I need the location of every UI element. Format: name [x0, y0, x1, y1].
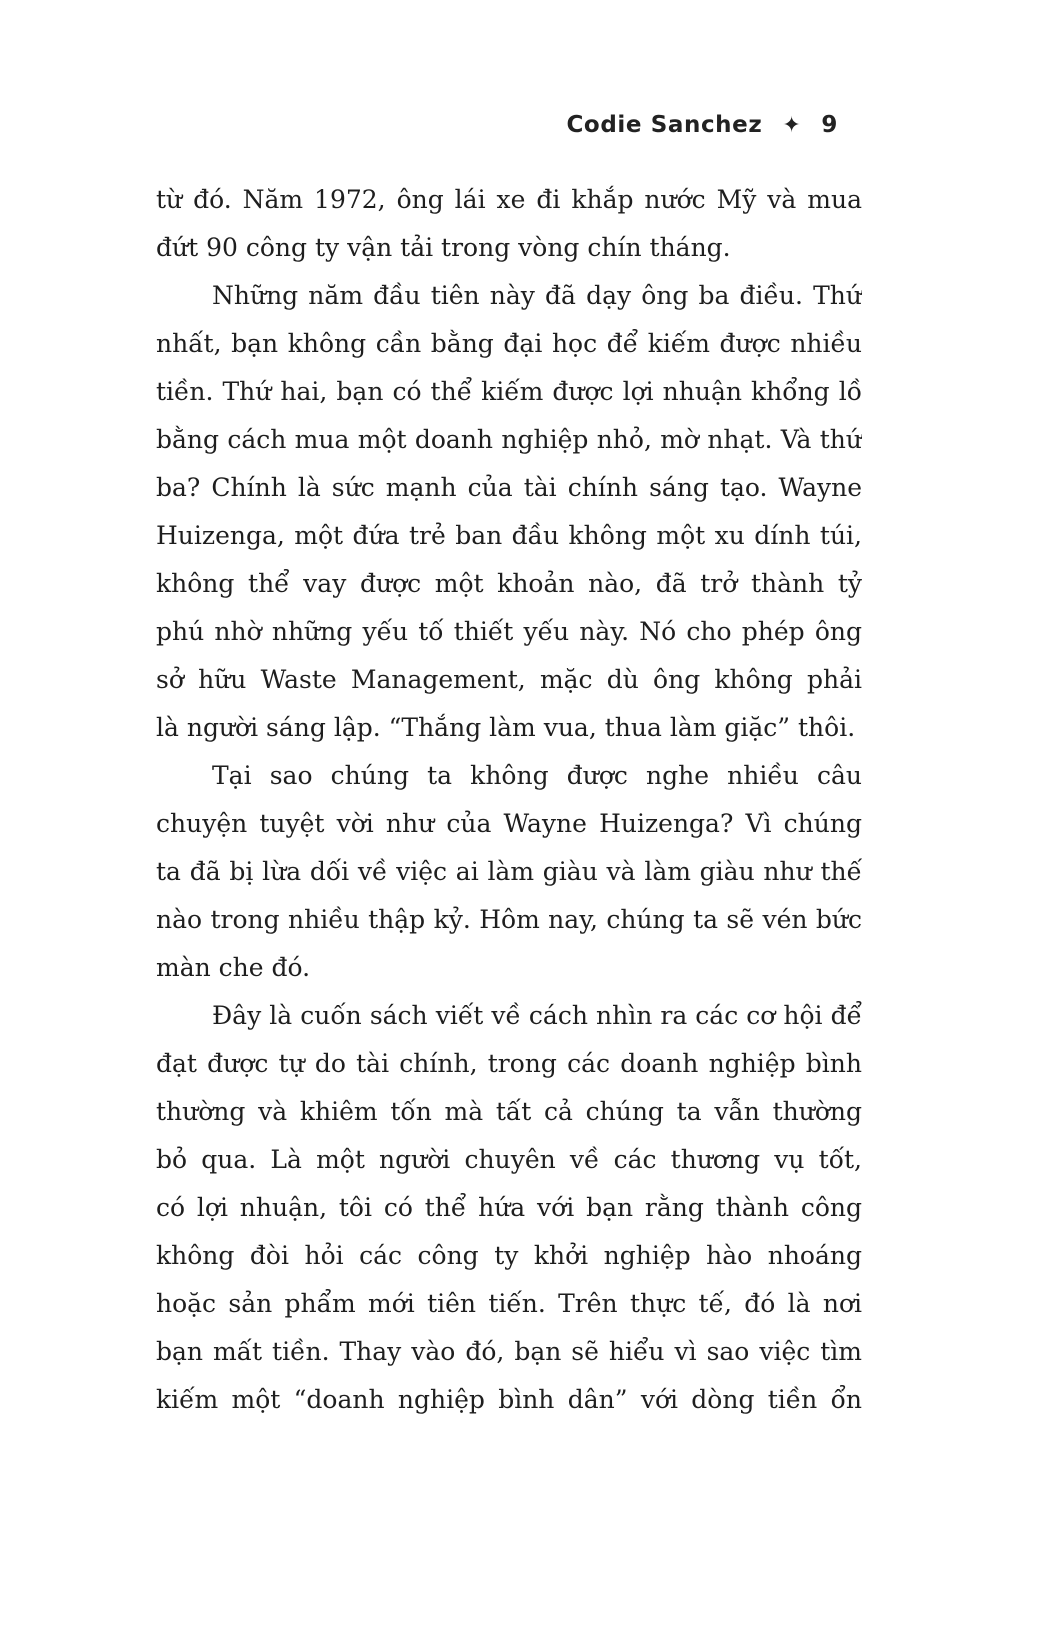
text-line: Huizenga, một đứa trẻ ban đầu không một xu dính túi,: [156, 521, 862, 550]
text-line: có lợi nhuận, tôi có thể hứa với bạn rằng thành công: [156, 1193, 862, 1222]
paragraph: [156, 992, 862, 1424]
text-line: bỏ qua. Là một người chuyên về các thương vụ tốt,: [156, 1145, 862, 1174]
text-line: Tại sao chúng ta không được nghe nhiều câu: [212, 761, 862, 790]
text-line: ba? Chính là sức mạnh của tài chính sáng tạo. Wayne: [156, 473, 862, 502]
text-line: không đòi hỏi các công ty khởi nghiệp hào nhoáng: [156, 1241, 862, 1270]
text-line: thường và khiêm tốn mà tất cả chúng ta vẫn thường: [156, 1097, 862, 1126]
text-line: nhất, bạn không cần bằng đại học để kiếm được nhiều: [156, 329, 862, 358]
body-text: [156, 176, 862, 1424]
text-line: bằng cách mua một doanh nghiệp nhỏ, mờ nhạt. Và thứ: [156, 425, 862, 454]
paragraph: [156, 752, 862, 992]
paragraph: [156, 176, 862, 272]
text-line: Những năm đầu tiên này đã dạy ông ba điều. Thứ: [212, 281, 862, 310]
text-line: sở hữu Waste Management, mặc dù ông không phải: [156, 665, 862, 694]
author-name: Codie Sanchez: [566, 112, 763, 138]
text-line: tiền. Thứ hai, bạn có thể kiếm được lợi nhuận khổng lồ: [156, 377, 862, 406]
text-line: đạt được tự do tài chính, trong các doanh nghiệp bình: [156, 1049, 862, 1078]
text-line: phú nhờ những yếu tố thiết yếu này. Nó cho phép ông: [156, 617, 862, 646]
text-line: đứt 90 công ty vận tải trong vòng chín tháng.: [156, 233, 731, 262]
page-number: 9: [821, 112, 838, 138]
separator-star-icon: ✦: [782, 112, 802, 138]
text-line: không thể vay được một khoản nào, đã trở thành tỷ: [156, 569, 862, 598]
text-line: ta đã bị lừa dối về việc ai làm giàu và làm giàu như thế: [156, 857, 862, 886]
text-line: từ đó. Năm 1972, ông lái xe đi khắp nước Mỹ và mua: [156, 185, 862, 214]
text-line: chuyện tuyệt vời như của Wayne Huizenga? Vì chúng: [156, 809, 862, 838]
text-line: kiếm một “doanh nghiệp bình dân” với dòng tiền ổn: [156, 1385, 862, 1414]
text-line: là người sáng lập. “Thắng làm vua, thua làm giặc” thôi.: [156, 713, 856, 742]
text-line: nào trong nhiều thập kỷ. Hôm nay, chúng ta sẽ vén bức: [156, 905, 862, 934]
paragraph: [156, 272, 862, 752]
text-line: Đây là cuốn sách viết về cách nhìn ra các cơ hội để: [212, 1001, 862, 1030]
text-line: hoặc sản phẩm mới tiên tiến. Trên thực tế, đó là nơi: [156, 1289, 862, 1318]
text-line: màn che đó.: [156, 953, 311, 982]
running-head: [566, 112, 838, 138]
text-line: bạn mất tiền. Thay vào đó, bạn sẽ hiểu vì sao việc tìm: [156, 1337, 862, 1366]
